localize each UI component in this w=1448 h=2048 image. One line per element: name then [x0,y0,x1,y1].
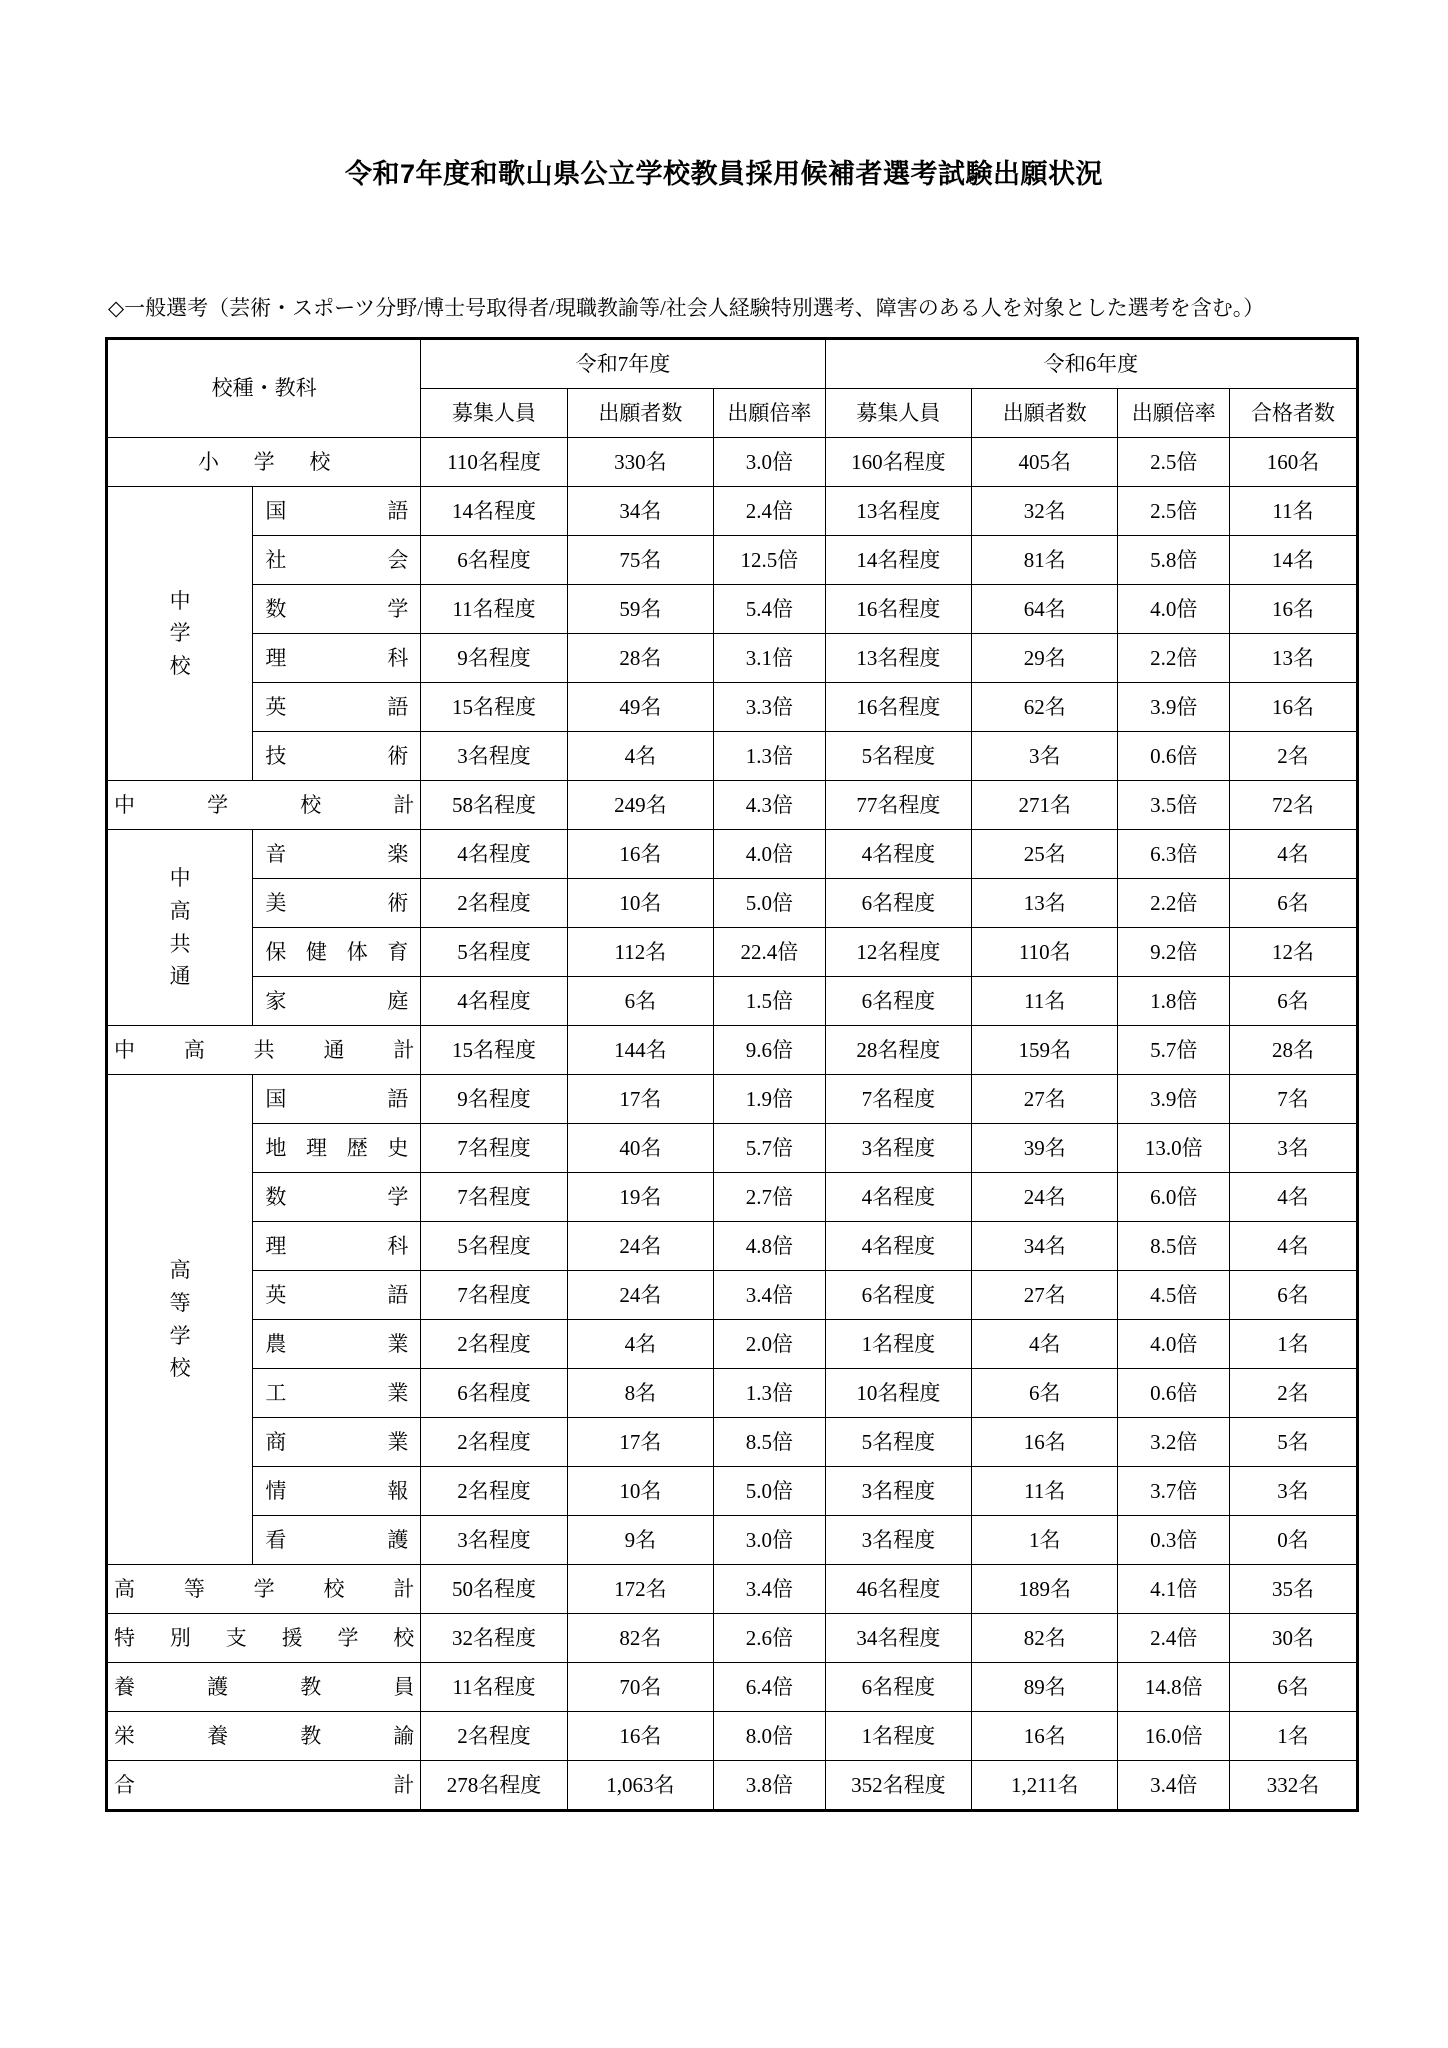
passed-previous: 5名 [1230,1418,1358,1467]
ratio-previous: 1.8倍 [1118,977,1230,1026]
ratio-previous: 3.5倍 [1118,781,1230,830]
applicants-current: 1,063名 [567,1761,713,1811]
passed-previous: 28名 [1230,1026,1358,1075]
applicants-previous: 34名 [972,1222,1118,1271]
quota-previous: 5名程度 [825,732,971,781]
quota-previous: 160名程度 [825,438,971,487]
table-row [107,1173,1358,1222]
applicants-previous: 110名 [972,928,1118,977]
ratio-current: 2.4倍 [714,487,826,536]
table-row [107,1761,1358,1811]
table-row [107,1222,1358,1271]
ratio-current: 5.0倍 [714,1467,826,1516]
applicants-current: 144名 [567,1026,713,1075]
quota-current: 6名程度 [421,536,567,585]
ratio-previous: 3.2倍 [1118,1418,1230,1467]
quota-current: 7名程度 [421,1124,567,1173]
table-row [107,1467,1358,1516]
ratio-current: 3.8倍 [714,1761,826,1811]
subject-label-hs-kokugo: 国 語 [253,1075,421,1124]
applicants-previous: 89名 [972,1663,1118,1712]
ratio-current: 5.0倍 [714,879,826,928]
ratio-previous: 4.1倍 [1118,1565,1230,1614]
passed-previous: 4名 [1230,830,1358,879]
passed-previous: 4名 [1230,1222,1358,1271]
passed-previous: 16名 [1230,585,1358,634]
table-header [107,339,1358,438]
table-row [107,1516,1358,1565]
ratio-current: 2.7倍 [714,1173,826,1222]
subject-label-hs-nogyo: 農 業 [253,1320,421,1369]
quota-previous: 77名程度 [825,781,971,830]
header-category: 校種・教科 [107,339,421,438]
applicants-previous: 11名 [972,977,1118,1026]
applicants-current: 4名 [567,732,713,781]
applicants-current: 9名 [567,1516,713,1565]
ratio-current: 5.7倍 [714,1124,826,1173]
applicants-current: 34名 [567,487,713,536]
group-label-hs-kokugo: 高 等 学 校 [107,1075,253,1565]
passed-previous: 7名 [1230,1075,1358,1124]
applicants-current: 59名 [567,585,713,634]
subject-label-hs-chireki: 地 理 歴 史 [253,1124,421,1173]
applicants-current: 330名 [567,438,713,487]
quota-previous: 352名程度 [825,1761,971,1811]
applicants-previous: 189名 [972,1565,1118,1614]
ratio-current: 1.5倍 [714,977,826,1026]
ratio-previous: 4.5倍 [1118,1271,1230,1320]
passed-previous: 0名 [1230,1516,1358,1565]
quota-current: 2名程度 [421,1320,567,1369]
applicants-current: 172名 [567,1565,713,1614]
applicants-current: 16名 [567,1712,713,1761]
applicants-previous: 27名 [972,1075,1118,1124]
ratio-previous: 2.5倍 [1118,438,1230,487]
table-row [107,1320,1358,1369]
passed-previous: 6名 [1230,1271,1358,1320]
ratio-current: 3.3倍 [714,683,826,732]
quota-current: 50名程度 [421,1565,567,1614]
table-row [107,1369,1358,1418]
ratio-current: 8.0倍 [714,1712,826,1761]
quota-current: 5名程度 [421,928,567,977]
quota-current: 2名程度 [421,1418,567,1467]
table-row [107,732,1358,781]
row-label-cm-total: 中 高 共 通 計 [107,1026,421,1075]
selection-note: ◇一般選考（芸術・スポーツ分野/博士号取得者/現職教諭等/社会人経験特別選考、障害のある人を対象とした選考を含む。） [108,296,1265,320]
applicants-current: 112名 [567,928,713,977]
applicants-previous: 25名 [972,830,1118,879]
applicants-previous: 3名 [972,732,1118,781]
ratio-current: 3.4倍 [714,1271,826,1320]
quota-current: 6名程度 [421,1369,567,1418]
header-quota-previous: 募集人員 [825,389,971,438]
row-label-jh-total: 中 学 校 計 [107,781,421,830]
applicants-current: 40名 [567,1124,713,1173]
applicants-current: 75名 [567,536,713,585]
table-row [107,438,1358,487]
ratio-current: 22.4倍 [714,928,826,977]
passed-previous: 332名 [1230,1761,1358,1811]
ratio-current: 3.4倍 [714,1565,826,1614]
quota-current: 2名程度 [421,1467,567,1516]
table-row [107,1712,1358,1761]
applicants-previous: 62名 [972,683,1118,732]
header-applicants-current: 出願者数 [567,389,713,438]
header-passed-previous: 合格者数 [1230,389,1358,438]
quota-previous: 5名程度 [825,1418,971,1467]
quota-current: 3名程度 [421,1516,567,1565]
quota-current: 2名程度 [421,1712,567,1761]
ratio-current: 5.4倍 [714,585,826,634]
passed-previous: 3名 [1230,1124,1358,1173]
applicants-current: 19名 [567,1173,713,1222]
group-label-cm-ongaku: 中 高 共 通 [107,830,253,1026]
quota-previous: 3名程度 [825,1516,971,1565]
applicants-previous: 1名 [972,1516,1118,1565]
ratio-previous: 5.7倍 [1118,1026,1230,1075]
applicants-current: 17名 [567,1418,713,1467]
table-row [107,1124,1358,1173]
quota-previous: 6名程度 [825,977,971,1026]
ratio-previous: 4.0倍 [1118,1320,1230,1369]
ratio-previous: 0.6倍 [1118,1369,1230,1418]
quota-previous: 4名程度 [825,1222,971,1271]
ratio-current: 1.3倍 [714,1369,826,1418]
row-label-elementary: 小 学 校 [107,438,421,487]
quota-current: 2名程度 [421,879,567,928]
quota-current: 3名程度 [421,732,567,781]
passed-previous: 160名 [1230,438,1358,487]
quota-previous: 46名程度 [825,1565,971,1614]
table-row [107,1026,1358,1075]
applicants-previous: 271名 [972,781,1118,830]
applicants-previous: 81名 [972,536,1118,585]
table-row [107,1418,1358,1467]
ratio-previous: 3.9倍 [1118,1075,1230,1124]
ratio-previous: 2.2倍 [1118,634,1230,683]
passed-previous: 1名 [1230,1712,1358,1761]
subject-label-jh-shakai: 社 会 [253,536,421,585]
row-label-nursing: 養 護 教 員 [107,1663,421,1712]
applicants-previous: 27名 [972,1271,1118,1320]
quota-previous: 16名程度 [825,683,971,732]
applicants-previous: 1,211名 [972,1761,1118,1811]
quota-previous: 1名程度 [825,1712,971,1761]
applicants-current: 70名 [567,1663,713,1712]
ratio-previous: 14.8倍 [1118,1663,1230,1712]
quota-current: 11名程度 [421,585,567,634]
applicants-previous: 64名 [972,585,1118,634]
applicants-previous: 405名 [972,438,1118,487]
row-label-grand: 合 計 [107,1761,421,1811]
quota-previous: 4名程度 [825,1173,971,1222]
quota-previous: 14名程度 [825,536,971,585]
table-row [107,585,1358,634]
subject-label-cm-bijutsu: 美 術 [253,879,421,928]
applicants-current: 6名 [567,977,713,1026]
applicants-previous: 39名 [972,1124,1118,1173]
applicants-previous: 24名 [972,1173,1118,1222]
applicants-previous: 32名 [972,487,1118,536]
ratio-previous: 0.3倍 [1118,1516,1230,1565]
subject-label-hs-sugaku: 数 学 [253,1173,421,1222]
passed-previous: 11名 [1230,487,1358,536]
applicants-previous: 13名 [972,879,1118,928]
applicants-previous: 16名 [972,1418,1118,1467]
ratio-previous: 4.0倍 [1118,585,1230,634]
quota-current: 32名程度 [421,1614,567,1663]
quota-previous: 16名程度 [825,585,971,634]
table-row [107,1075,1358,1124]
row-label-hs-total: 高 等 学 校 計 [107,1565,421,1614]
applicants-current: 28名 [567,634,713,683]
subject-label-jh-gijutsu: 技 術 [253,732,421,781]
ratio-previous: 3.4倍 [1118,1761,1230,1811]
header-year-current: 令和7年度 [421,339,825,389]
passed-previous: 4名 [1230,1173,1358,1222]
table-row [107,1271,1358,1320]
ratio-previous: 3.7倍 [1118,1467,1230,1516]
quota-current: 4名程度 [421,977,567,1026]
quota-previous: 6名程度 [825,879,971,928]
applicants-current: 49名 [567,683,713,732]
ratio-previous: 6.0倍 [1118,1173,1230,1222]
quota-previous: 7名程度 [825,1075,971,1124]
table-body [107,438,1358,1811]
quota-previous: 4名程度 [825,830,971,879]
row-label-special: 特 別 支 援 学 校 [107,1614,421,1663]
quota-current: 58名程度 [421,781,567,830]
passed-previous: 6名 [1230,1663,1358,1712]
applicants-current: 249名 [567,781,713,830]
ratio-current: 8.5倍 [714,1418,826,1467]
table-row [107,977,1358,1026]
table-row [107,634,1358,683]
applicants-previous: 16名 [972,1712,1118,1761]
ratio-current: 3.0倍 [714,1516,826,1565]
quota-previous: 12名程度 [825,928,971,977]
row-label-nutrition: 栄 養 教 諭 [107,1712,421,1761]
passed-previous: 2名 [1230,1369,1358,1418]
passed-previous: 12名 [1230,928,1358,977]
header-quota-current: 募集人員 [421,389,567,438]
applicants-previous: 82名 [972,1614,1118,1663]
ratio-current: 2.0倍 [714,1320,826,1369]
table-row [107,683,1358,732]
ratio-previous: 2.2倍 [1118,879,1230,928]
ratio-previous: 0.6倍 [1118,732,1230,781]
passed-previous: 13名 [1230,634,1358,683]
subject-label-cm-katei: 家 庭 [253,977,421,1026]
quota-current: 7名程度 [421,1271,567,1320]
passed-previous: 3名 [1230,1467,1358,1516]
passed-previous: 6名 [1230,879,1358,928]
ratio-current: 9.6倍 [714,1026,826,1075]
group-label-jh-kokugo: 中 学 校 [107,487,253,781]
ratio-previous: 6.3倍 [1118,830,1230,879]
ratio-current: 1.3倍 [714,732,826,781]
subject-label-jh-eigo: 英 語 [253,683,421,732]
header-applicants-previous: 出願者数 [972,389,1118,438]
subject-label-hs-joho: 情 報 [253,1467,421,1516]
ratio-current: 4.3倍 [714,781,826,830]
table-row [107,487,1358,536]
table-row [107,1565,1358,1614]
ratio-previous: 13.0倍 [1118,1124,1230,1173]
ratio-current: 2.6倍 [714,1614,826,1663]
quota-current: 5名程度 [421,1222,567,1271]
quota-previous: 3名程度 [825,1124,971,1173]
ratio-current: 4.0倍 [714,830,826,879]
ratio-current: 12.5倍 [714,536,826,585]
quota-current: 110名程度 [421,438,567,487]
header-year-previous: 令和6年度 [825,339,1357,389]
ratio-current: 3.1倍 [714,634,826,683]
header-ratio-current: 出願倍率 [714,389,826,438]
subject-label-hs-eigo: 英 語 [253,1271,421,1320]
ratio-previous: 2.4倍 [1118,1614,1230,1663]
table-row [107,928,1358,977]
quota-current: 11名程度 [421,1663,567,1712]
table-row [107,1663,1358,1712]
ratio-previous: 8.5倍 [1118,1222,1230,1271]
quota-previous: 6名程度 [825,1663,971,1712]
applicants-previous: 159名 [972,1026,1118,1075]
passed-previous: 6名 [1230,977,1358,1026]
quota-previous: 13名程度 [825,634,971,683]
ratio-previous: 9.2倍 [1118,928,1230,977]
applicants-current: 17名 [567,1075,713,1124]
applicants-previous: 4名 [972,1320,1118,1369]
ratio-current: 3.0倍 [714,438,826,487]
applicants-current: 4名 [567,1320,713,1369]
quota-previous: 3名程度 [825,1467,971,1516]
table-row [107,536,1358,585]
quota-current: 7名程度 [421,1173,567,1222]
ratio-previous: 5.8倍 [1118,536,1230,585]
subject-label-hs-kogyo: 工 業 [253,1369,421,1418]
subject-label-jh-rika: 理 科 [253,634,421,683]
passed-previous: 30名 [1230,1614,1358,1663]
applicants-previous: 11名 [972,1467,1118,1516]
applicants-current: 10名 [567,879,713,928]
applicants-previous: 29名 [972,634,1118,683]
subject-label-hs-rika: 理 科 [253,1222,421,1271]
subject-label-jh-kokugo: 国 語 [253,487,421,536]
applicants-current: 8名 [567,1369,713,1418]
ratio-previous: 16.0倍 [1118,1712,1230,1761]
table-row [107,1614,1358,1663]
passed-previous: 14名 [1230,536,1358,585]
quota-previous: 6名程度 [825,1271,971,1320]
subject-label-cm-ongaku: 音 楽 [253,830,421,879]
table-row [107,830,1358,879]
table-row [107,879,1358,928]
passed-previous: 72名 [1230,781,1358,830]
header-ratio-previous: 出願倍率 [1118,389,1230,438]
applicants-current: 24名 [567,1222,713,1271]
quota-current: 278名程度 [421,1761,567,1811]
quota-previous: 13名程度 [825,487,971,536]
applicants-current: 16名 [567,830,713,879]
ratio-previous: 2.5倍 [1118,487,1230,536]
page-title: 令和7年度和歌山県公立学校教員採用候補者選考試験出願状況 [344,159,1103,189]
quota-current: 15名程度 [421,683,567,732]
quota-current: 4名程度 [421,830,567,879]
quota-current: 15名程度 [421,1026,567,1075]
passed-previous: 2名 [1230,732,1358,781]
subject-label-hs-kango: 看 護 [253,1516,421,1565]
quota-previous: 10名程度 [825,1369,971,1418]
application-status-table [105,337,1359,1812]
applicants-current: 82名 [567,1614,713,1663]
subject-label-cm-hoken: 保 健 体 育 [253,928,421,977]
ratio-current: 6.4倍 [714,1663,826,1712]
subject-label-jh-sugaku: 数 学 [253,585,421,634]
ratio-current: 4.8倍 [714,1222,826,1271]
quota-current: 14名程度 [421,487,567,536]
subject-label-hs-shogyo: 商 業 [253,1418,421,1467]
quota-current: 9名程度 [421,634,567,683]
passed-previous: 35名 [1230,1565,1358,1614]
applicants-current: 24名 [567,1271,713,1320]
passed-previous: 1名 [1230,1320,1358,1369]
quota-previous: 34名程度 [825,1614,971,1663]
applicants-current: 10名 [567,1467,713,1516]
quota-previous: 28名程度 [825,1026,971,1075]
passed-previous: 16名 [1230,683,1358,732]
applicants-previous: 6名 [972,1369,1118,1418]
quota-previous: 1名程度 [825,1320,971,1369]
ratio-previous: 3.9倍 [1118,683,1230,732]
table-row [107,781,1358,830]
ratio-current: 1.9倍 [714,1075,826,1124]
quota-current: 9名程度 [421,1075,567,1124]
